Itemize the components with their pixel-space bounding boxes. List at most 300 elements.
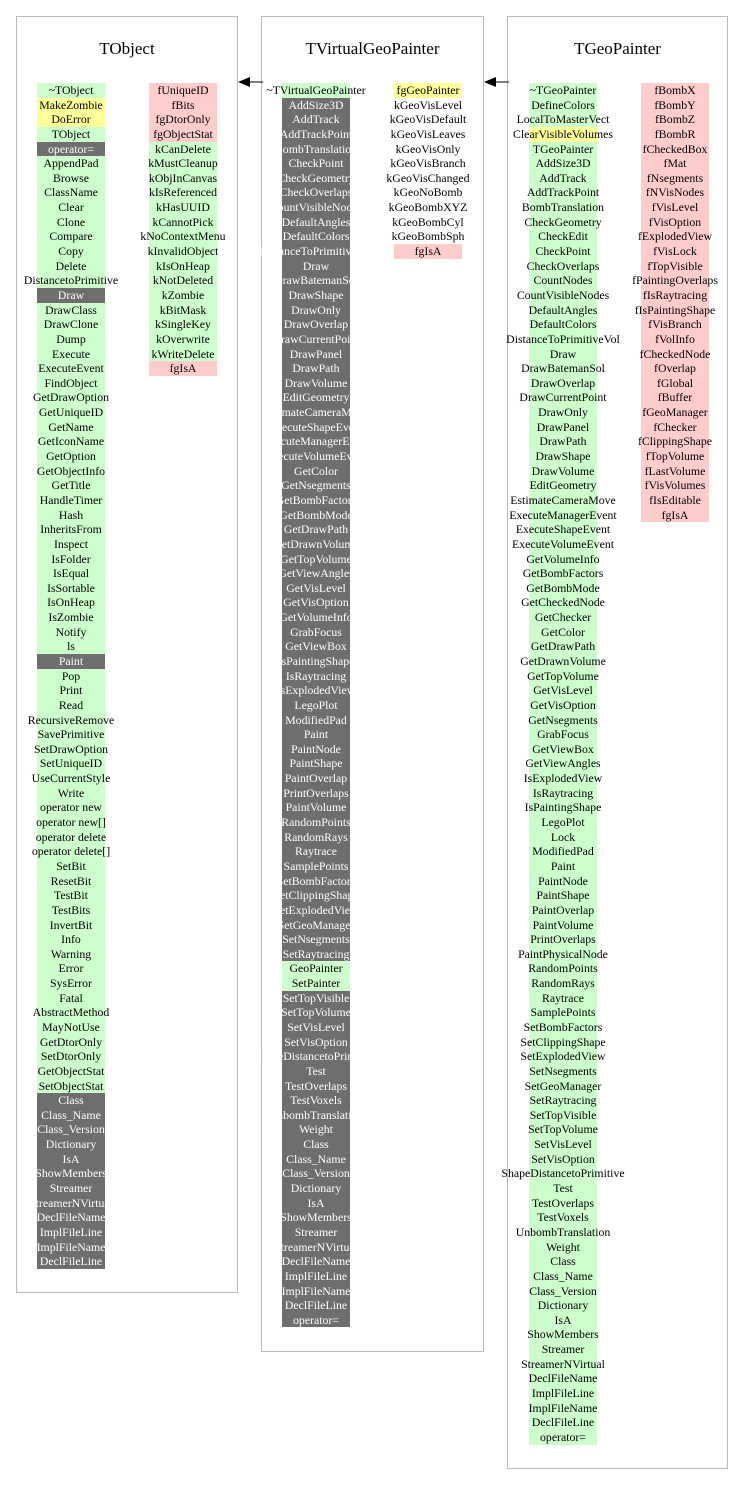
tvirtualgeopainter-method-item <box>216 317 416 332</box>
tvirtualgeopainter-method-item <box>216 830 416 845</box>
tobject-method-item <box>0 537 171 552</box>
item-label: fgIsA <box>414 244 442 259</box>
item-label: SamplePoints <box>530 1005 596 1020</box>
tobject-method-item <box>0 1035 171 1050</box>
item-label: DistanceToPrimitiveVol <box>506 331 620 346</box>
tgeopainter-method-item <box>463 1181 663 1196</box>
item-label: kGeoBombSph <box>391 229 465 244</box>
item-label: operator= <box>293 1312 339 1327</box>
item-label: ModifiedPad <box>285 712 347 727</box>
item-label: CheckOverlaps <box>279 185 353 200</box>
item-label: kZombie <box>161 287 205 302</box>
item-label: SetVisOption <box>284 1034 348 1049</box>
item-label: IsRaytracing <box>532 785 594 800</box>
item-label: RandomRays <box>284 829 348 844</box>
item-label: CheckPoint <box>288 156 344 171</box>
item-label: Fatal <box>59 990 83 1005</box>
item-label: Class_Version <box>529 1283 597 1298</box>
tvirtualgeopainter-method-item <box>216 1269 416 1284</box>
item-label: Print <box>59 683 83 698</box>
item-label: Paint <box>550 858 576 873</box>
tobject-method-item <box>0 464 171 479</box>
item-label: Streamer <box>541 1342 585 1357</box>
item-label: fBuffer <box>657 390 693 405</box>
tgeopainter-method-item <box>463 713 663 728</box>
item-label: LocalToMasterVect <box>516 112 610 127</box>
tgeopainter-method-item <box>463 1225 663 1240</box>
tvirtualgeopainter-method-item <box>216 625 416 640</box>
tobject-method-item <box>0 888 171 903</box>
item-label: DrawClass <box>45 302 97 317</box>
item-label: kCanDelete <box>155 141 211 156</box>
item-label: Delete <box>55 258 87 273</box>
tgeopainter-member-item <box>575 317 744 332</box>
tvirtualgeopainter-method-item <box>216 1049 416 1064</box>
item-label: DrawBatemanSol <box>274 273 358 288</box>
tvirtualgeopainter-method-item <box>216 434 416 449</box>
item-label: fVisOption <box>648 214 702 229</box>
tvirtualgeopainter-method-item <box>216 1122 416 1137</box>
item-label: IsPaintingShape <box>277 653 355 668</box>
item-label: GetOption <box>46 449 96 464</box>
tgeopainter-method-item <box>463 1240 663 1255</box>
item-label: fBombZ <box>655 112 695 127</box>
tobject-method-item <box>0 815 171 830</box>
item-label: GetVolumeInfo <box>526 551 600 566</box>
item-label: AddSize3D <box>535 156 591 171</box>
tvirtualgeopainter-method-item <box>216 727 416 742</box>
item-label: BombTranslation <box>521 200 605 215</box>
item-label: PaintShape <box>536 888 590 903</box>
item-label: GetDrawPath <box>530 639 596 654</box>
item-label: TestOverlaps <box>531 1195 595 1210</box>
item-label: fIsEditable <box>649 492 701 507</box>
inheritance-arrow-tvirtualgeopainter-to-tobject <box>236 76 264 88</box>
tgeopainter-method-item <box>463 1049 663 1064</box>
item-label: SetExplodedView <box>273 902 359 917</box>
tgeopainter-method-item <box>463 1284 663 1299</box>
item-label: GetDrawnVolume <box>520 653 606 668</box>
item-label: GetTitle <box>51 478 91 493</box>
item-label: Dump <box>56 331 86 346</box>
tobject-method-item <box>0 1137 171 1152</box>
item-label: SetTopVisible <box>529 1107 597 1122</box>
item-label: ~TGeoPainter <box>529 83 597 97</box>
tvirtualgeopainter-method-item <box>216 508 416 523</box>
tobject-method-item <box>0 376 171 391</box>
tvirtualgeopainter-method-item <box>216 771 416 786</box>
tgeopainter-method-item <box>463 800 663 815</box>
item-label: GetViewAngles <box>278 566 354 581</box>
tobject-method-item <box>0 1240 171 1255</box>
item-label: DrawShape <box>535 449 591 464</box>
tvirtualgeopainter-methods-list <box>216 83 416 1327</box>
item-label: StreamerNVirtual <box>29 1195 113 1210</box>
tobject-method-item <box>0 669 171 684</box>
tobject-method-item <box>0 1064 171 1079</box>
tgeopainter-method-item <box>463 961 663 976</box>
item-label: IsZombie <box>48 610 94 625</box>
item-label: kGeoVisDefault <box>389 112 467 127</box>
tvirtualgeopainter-method-item <box>216 786 416 801</box>
tobject-method-item <box>0 1225 171 1240</box>
item-label: fChecker <box>653 419 697 434</box>
tobject-method-item <box>0 1108 171 1123</box>
tgeopainter-method-item <box>463 991 663 1006</box>
tgeopainter-method-item <box>463 859 663 874</box>
item-label: kGeoVisLevel <box>393 97 463 112</box>
item-label: SavePrimitive <box>37 727 105 742</box>
item-label: Class_Version <box>282 1166 350 1181</box>
tvirtualgeopainter-method-item <box>216 390 416 405</box>
item-label: Class_Name <box>41 1107 101 1122</box>
item-label: fBombR <box>654 126 696 141</box>
tgeopainter-method-item <box>463 1298 663 1313</box>
item-label: fVisBranch <box>648 317 702 332</box>
tvirtualgeopainter-method-item <box>216 1064 416 1079</box>
tvirtualgeopainter-method-item <box>216 361 416 376</box>
tgeopainter-method-item <box>463 727 663 742</box>
tgeopainter-method-item <box>463 1327 663 1342</box>
item-label: ImplFileLine <box>531 1386 595 1401</box>
item-label: Info <box>61 932 81 947</box>
tgeopainter-member-item <box>575 361 744 376</box>
tgeopainter-method-item <box>463 581 663 596</box>
item-label: kGeoVisLeaves <box>390 126 466 141</box>
item-label: DefaultAngles <box>281 214 351 229</box>
tgeopainter-member-item <box>575 420 744 435</box>
tobject-method-item <box>0 1093 171 1108</box>
item-label: Dictionary <box>45 1137 97 1152</box>
item-label: EstimateCameraMove <box>510 492 616 507</box>
tgeopainter-member-item <box>575 478 744 493</box>
item-label: Hash <box>58 507 84 522</box>
tvirtualgeopainter-method-item <box>216 918 416 933</box>
item-label: IsExplodedView <box>276 683 356 698</box>
item-label: UseCurrentStyle <box>31 771 111 786</box>
item-label: StreamerNVirtual <box>274 1239 358 1254</box>
item-label: DrawPanel <box>289 346 343 361</box>
item-label: IsA <box>62 1151 80 1166</box>
tgeopainter-method-item <box>463 1401 663 1416</box>
item-label: GetUniqueID <box>38 405 104 420</box>
item-label: kMustCleanup <box>148 156 218 171</box>
tobject-method-item <box>0 756 171 771</box>
item-label: GetViewAngles <box>525 756 601 771</box>
item-label: DrawVolume <box>284 375 348 390</box>
item-label: kIsReferenced <box>148 185 218 200</box>
item-label: GetCheckedNode <box>521 595 605 610</box>
item-label: kNotDeleted <box>152 273 214 288</box>
item-label: CheckPoint <box>535 244 591 259</box>
item-label: fIsRaytracing <box>642 287 708 302</box>
item-label: DeclFileLine <box>284 1298 348 1313</box>
item-label: Warning <box>50 946 92 961</box>
item-label: DefaultColors <box>282 229 350 244</box>
tobject-method-item <box>0 610 171 625</box>
tvirtualgeopainter-method-item <box>216 1005 416 1020</box>
tvirtualgeopainter-method-item <box>216 698 416 713</box>
item-label: GetBombFactors <box>522 566 604 581</box>
tobject-method-item <box>0 1196 171 1211</box>
tgeopainter-method-item <box>463 888 663 903</box>
item-label: fLastVolume <box>644 463 706 478</box>
tgeopainter-method-item <box>463 756 663 771</box>
tvirtualgeopainter-method-item <box>216 1240 416 1255</box>
item-label: GetColor <box>541 624 585 639</box>
item-label: MakeZombie <box>39 97 103 112</box>
tvirtualgeopainter-method-item <box>216 610 416 625</box>
tobject-method-item <box>0 976 171 991</box>
tgeopainter-method-item <box>463 1254 663 1269</box>
tvirtualgeopainter-method-item <box>216 874 416 889</box>
tgeopainter-method-item <box>463 830 663 845</box>
tvirtualgeopainter-method-item <box>216 566 416 581</box>
item-label: fIsPaintingShape <box>634 302 716 317</box>
class-title-tobject: TObject <box>99 39 155 58</box>
tobject-method-item <box>0 390 171 405</box>
item-label: RandomPoints <box>528 961 598 976</box>
item-label: kGeoBombXYZ <box>388 200 468 215</box>
item-label: AddTrack <box>539 170 587 185</box>
tgeopainter-method-item <box>463 771 663 786</box>
tgeopainter-method-item <box>463 947 663 962</box>
item-label: Browse <box>52 170 90 185</box>
tvirtualgeopainter-method-item <box>216 1298 416 1313</box>
tvirtualgeopainter-method-item <box>216 1225 416 1240</box>
tgeopainter-member-item <box>575 493 744 508</box>
item-label: Test <box>553 1181 573 1196</box>
tgeopainter-member-item <box>575 288 744 303</box>
item-label: PrintOverlaps <box>283 785 349 800</box>
item-label: ExecuteVolumeEvent <box>265 449 367 464</box>
tvirtualgeopainter-method-item <box>216 756 416 771</box>
item-label: operator new[] <box>36 815 106 830</box>
item-label: Weight <box>546 1239 580 1254</box>
item-label: GetName <box>48 419 94 434</box>
tgeopainter-method-item <box>463 1122 663 1137</box>
item-label: DrawVolume <box>531 463 595 478</box>
tgeopainter-method-item <box>463 844 663 859</box>
item-label: GetObjectStat <box>37 1063 105 1078</box>
item-label: fPaintingOverlaps <box>632 273 718 288</box>
item-label: ResetBit <box>50 873 92 888</box>
item-label: SetObjectStat <box>38 1078 104 1093</box>
tgeopainter-method-item <box>463 552 663 567</box>
tobject-method-item <box>0 727 171 742</box>
tgeopainter-method-item <box>463 903 663 918</box>
item-label: kGeoNoBomb <box>393 185 463 200</box>
tgeopainter-member-item <box>575 390 744 405</box>
tobject-method-item <box>0 742 171 757</box>
tgeopainter-method-item <box>463 976 663 991</box>
tobject-method-item <box>0 786 171 801</box>
tgeopainter-method-item <box>463 1313 663 1328</box>
item-label: CountVisibleNodes <box>516 287 610 302</box>
item-label: IsSortable <box>47 580 95 595</box>
item-label: Class <box>58 1093 84 1108</box>
item-label: AddSize3D <box>288 97 344 112</box>
item-label: PaintVolume <box>532 917 594 932</box>
item-label: fVisVolumes <box>644 478 706 493</box>
item-label: BombTranslation <box>274 141 358 156</box>
tvirtualgeopainter-method-item <box>216 1035 416 1050</box>
tgeopainter-method-item <box>463 669 663 684</box>
tgeopainter-member-item <box>575 112 744 127</box>
tvirtualgeopainter-method-item <box>216 273 416 288</box>
tobject-method-item <box>0 932 171 947</box>
item-label: SetBit <box>56 858 86 873</box>
tvirtualgeopainter-method-item <box>216 1313 416 1328</box>
item-label: ShapeDistancetoPrimitive <box>254 1049 378 1064</box>
tvirtualgeopainter-method-item <box>216 932 416 947</box>
item-label: operator= <box>540 1429 586 1444</box>
item-label: Weight <box>299 1122 333 1137</box>
item-label: GetObjectInfo <box>36 463 106 478</box>
item-label: StreamerNVirtual <box>521 1356 605 1371</box>
item-label: GetVisLevel <box>533 683 593 698</box>
tvirtualgeopainter-method-item <box>216 522 416 537</box>
tgeopainter-method-item <box>463 1005 663 1020</box>
tgeopainter-method-item <box>463 1108 663 1123</box>
tobject-method-item <box>0 683 171 698</box>
item-label: fNsegments <box>646 170 704 185</box>
tgeopainter-method-item <box>463 698 663 713</box>
tvirtualgeopainter-method-item <box>216 654 416 669</box>
item-label: IsPaintingShape <box>524 800 602 815</box>
tvirtualgeopainter-method-item <box>216 405 416 420</box>
tvirtualgeopainter-method-item <box>216 1181 416 1196</box>
tgeopainter-method-item <box>463 874 663 889</box>
item-label: PaintNode <box>291 741 341 756</box>
item-label: fMat <box>663 156 687 171</box>
item-label: SetClippingShape <box>273 888 359 903</box>
item-label: Test <box>306 1063 326 1078</box>
item-label: ExecuteManagerEvent <box>509 507 617 522</box>
item-label: GetNsegments <box>528 712 598 727</box>
item-label: fBombX <box>654 83 696 97</box>
item-label: kWriteDelete <box>151 346 215 361</box>
item-label: UnbombTranslation <box>515 1224 611 1239</box>
item-label: SetBombFactors <box>276 873 356 888</box>
item-label: CheckGeometry <box>524 214 602 229</box>
item-label: FindObject <box>44 375 98 390</box>
item-label: DefineColors <box>531 97 595 112</box>
item-label: fClippingShape <box>637 434 713 449</box>
item-label: kObjInCanvas <box>148 170 218 185</box>
tgeopainter-method-item <box>463 654 663 669</box>
tobject-method-item <box>0 1181 171 1196</box>
tgeopainter-member-item <box>575 215 744 230</box>
tgeopainter-method-item <box>463 786 663 801</box>
tvirtualgeopainter-method-item <box>216 976 416 991</box>
item-label: SetTopVisible <box>282 990 350 1005</box>
tgeopainter-method-item <box>463 1210 663 1225</box>
item-label: TestOverlaps <box>284 1078 348 1093</box>
item-label: Inspect <box>53 536 89 551</box>
tvirtualgeopainter-method-item <box>216 947 416 962</box>
item-label: fTopVolume <box>645 449 705 464</box>
tvirtualgeopainter-method-item <box>216 815 416 830</box>
item-label: Lock <box>550 829 576 844</box>
tgeopainter-method-item <box>463 1357 663 1372</box>
tobject-method-item <box>0 1079 171 1094</box>
item-label: Dictionary <box>537 1298 589 1313</box>
tobject-method-item <box>0 698 171 713</box>
tgeopainter-method-item <box>463 595 663 610</box>
tvirtualgeopainter-method-item <box>216 1196 416 1211</box>
item-label: PaintNode <box>538 873 588 888</box>
tgeopainter-member-item <box>575 434 744 449</box>
tvirtualgeopainter-method-item <box>216 888 416 903</box>
item-label: DeclFileLine <box>531 1415 595 1430</box>
tobject-method-item <box>0 522 171 537</box>
item-label: fBombY <box>654 97 696 112</box>
item-label: GetChecker <box>534 610 592 625</box>
tgeopainter-member-item <box>575 405 744 420</box>
tobject-method-item <box>0 595 171 610</box>
item-label: kIsOnHeap <box>156 258 210 273</box>
item-label: fgIsA <box>169 361 197 376</box>
tgeopainter-method-item <box>463 1196 663 1211</box>
tobject-method-item <box>0 1122 171 1137</box>
item-label: SetExplodedView <box>520 1049 606 1064</box>
item-label: DeclFileName <box>528 1371 598 1386</box>
item-label: DistancetoPrimitive <box>23 273 119 288</box>
item-label: GetNsegments <box>281 478 351 493</box>
item-label: SetNsegments <box>529 1063 597 1078</box>
item-label: GetViewBox <box>285 639 347 654</box>
item-label: Read <box>58 697 84 712</box>
item-label: DrawOverlap <box>283 317 349 332</box>
item-label: Class <box>303 1137 329 1152</box>
item-label: Error <box>58 961 84 976</box>
tgeopainter-member-item <box>575 508 744 523</box>
item-label: SetGeoManager <box>524 1078 602 1093</box>
tvirtualgeopainter-method-item <box>216 1210 416 1225</box>
item-label: Clone <box>56 214 86 229</box>
item-label: operator delete[] <box>31 844 111 859</box>
item-label: kOverwrite <box>156 331 210 346</box>
item-label: PaintVolume <box>285 800 347 815</box>
item-label: IsEqual <box>52 566 90 581</box>
item-label: RandomRays <box>531 976 595 991</box>
item-label: ImplFileLine <box>284 1268 348 1283</box>
item-label: DrawCurrentPoint <box>519 390 607 405</box>
item-label: GetIconName <box>37 434 105 449</box>
item-label: PaintOverlap <box>531 902 595 917</box>
tvirtualgeopainter-method-item <box>216 1166 416 1181</box>
item-label: ImplFileName <box>36 1239 106 1254</box>
item-label: Paint <box>58 653 84 668</box>
item-label: fGlobal <box>656 375 694 390</box>
item-label: GeoPainter <box>289 961 343 976</box>
tgeopainter-member-item <box>575 229 744 244</box>
item-label: GetTopVolume <box>527 668 599 683</box>
item-label: DrawPanel <box>536 419 590 434</box>
item-label: kSingleKey <box>155 317 211 332</box>
tvirtualgeopainter-method-item <box>216 537 416 552</box>
item-label: HandleTimer <box>39 492 103 507</box>
tgeopainter-member-item <box>575 332 744 347</box>
tgeopainter-member-item <box>575 127 744 142</box>
item-label: Clear <box>58 200 84 215</box>
tobject-method-item <box>0 449 171 464</box>
item-label: ImplFileName <box>528 1400 598 1415</box>
tobject-method-item <box>0 1254 171 1269</box>
item-label: AddTrack <box>292 112 340 127</box>
tgeopainter-method-item <box>463 1415 663 1430</box>
